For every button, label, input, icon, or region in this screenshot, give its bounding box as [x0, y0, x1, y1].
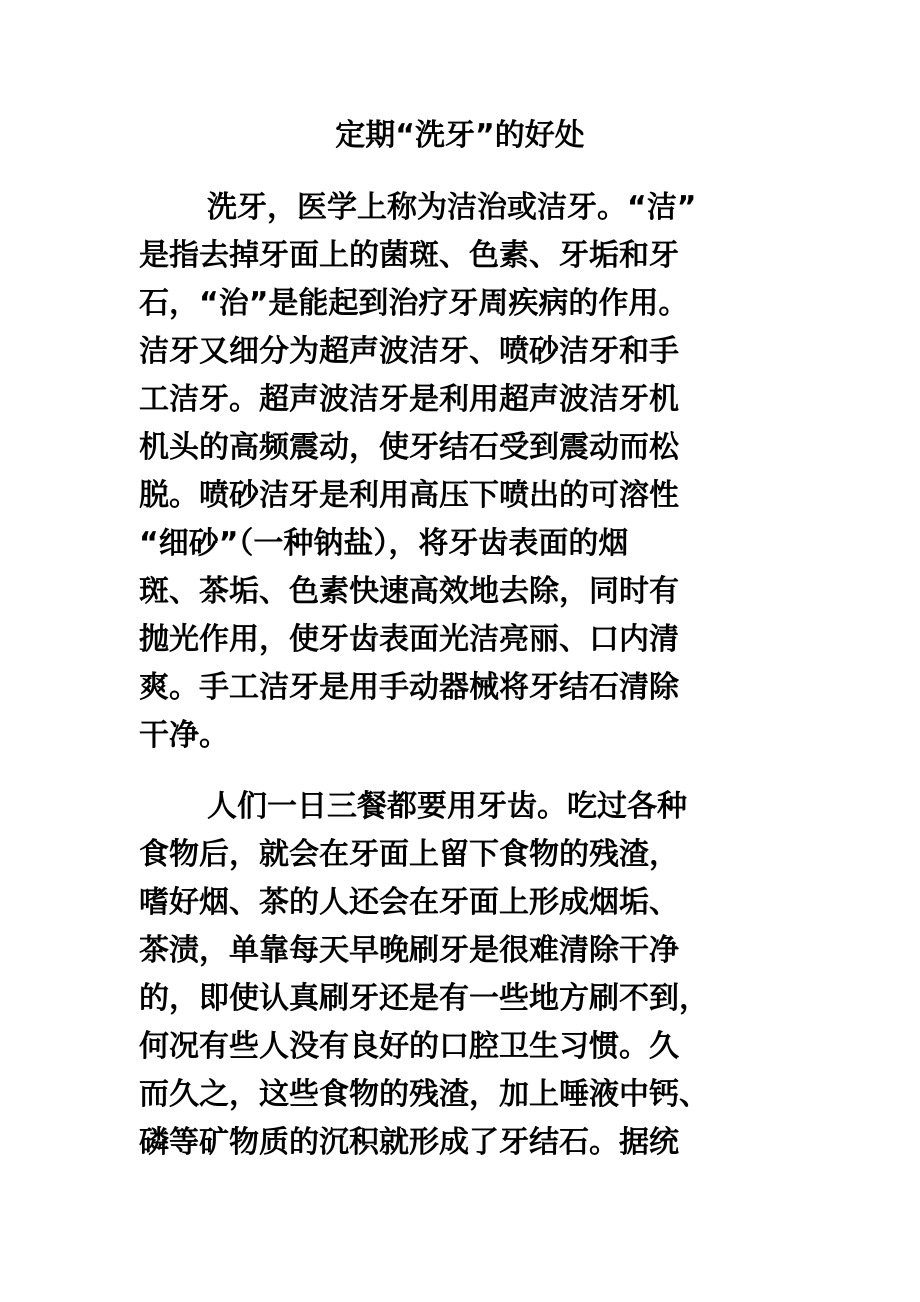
text-line: 干净。: [139, 718, 229, 753]
text-line: 而久之，这些食物的残渣，加上唾液中钙、: [139, 1077, 709, 1112]
text-line: 机头的高频震动，使牙结石受到震动而松: [139, 430, 679, 465]
text-line: 食物后，就会在牙面上留下食物的残渣，: [139, 837, 679, 872]
text-line: 茶渍，单靠每天早晚刷牙是很难清除干净: [139, 933, 679, 968]
text-line: 是指去掉牙面上的菌斑、色素、牙垢和牙: [139, 238, 679, 273]
text-line: “细砂”（一种钠盐），将牙齿表面的烟: [139, 526, 629, 561]
text-line: 嗜好烟、茶的人还会在牙面上形成烟垢、: [139, 885, 679, 920]
text-line: 工洁牙。超声波洁牙是利用超声波洁牙机: [139, 382, 679, 417]
text-line: 磷等矿物质的沉积就形成了牙结石。据统: [139, 1125, 679, 1160]
text-line: 洗牙，医学上称为洁治或洁牙。“洁”: [207, 190, 697, 225]
text-line: 石，“治”是能起到治疗牙周疾病的作用。: [139, 286, 689, 321]
text-line: 爽。手工洁牙是用手动器械将牙结石清除: [139, 670, 679, 705]
document-title: 定期“洗牙”的好处: [335, 118, 585, 153]
text-line: 洁牙又细分为超声波洁牙、喷砂洁牙和手: [139, 334, 679, 369]
text-line: 斑、茶垢、色素快速高效地去除，同时有: [139, 574, 679, 609]
text-line: 何况有些人没有良好的口腔卫生习惯。久: [139, 1029, 679, 1064]
text-line: 脱。喷砂洁牙是利用高压下喷出的可溶性: [139, 478, 679, 513]
text-line: 人们一日三餐都要用牙齿。吃过各种: [207, 789, 687, 824]
text-line: 抛光作用，使牙齿表面光洁亮丽、口内清: [139, 622, 679, 657]
text-line: 的，即使认真刷牙还是有一些地方刷不到，: [139, 981, 709, 1016]
